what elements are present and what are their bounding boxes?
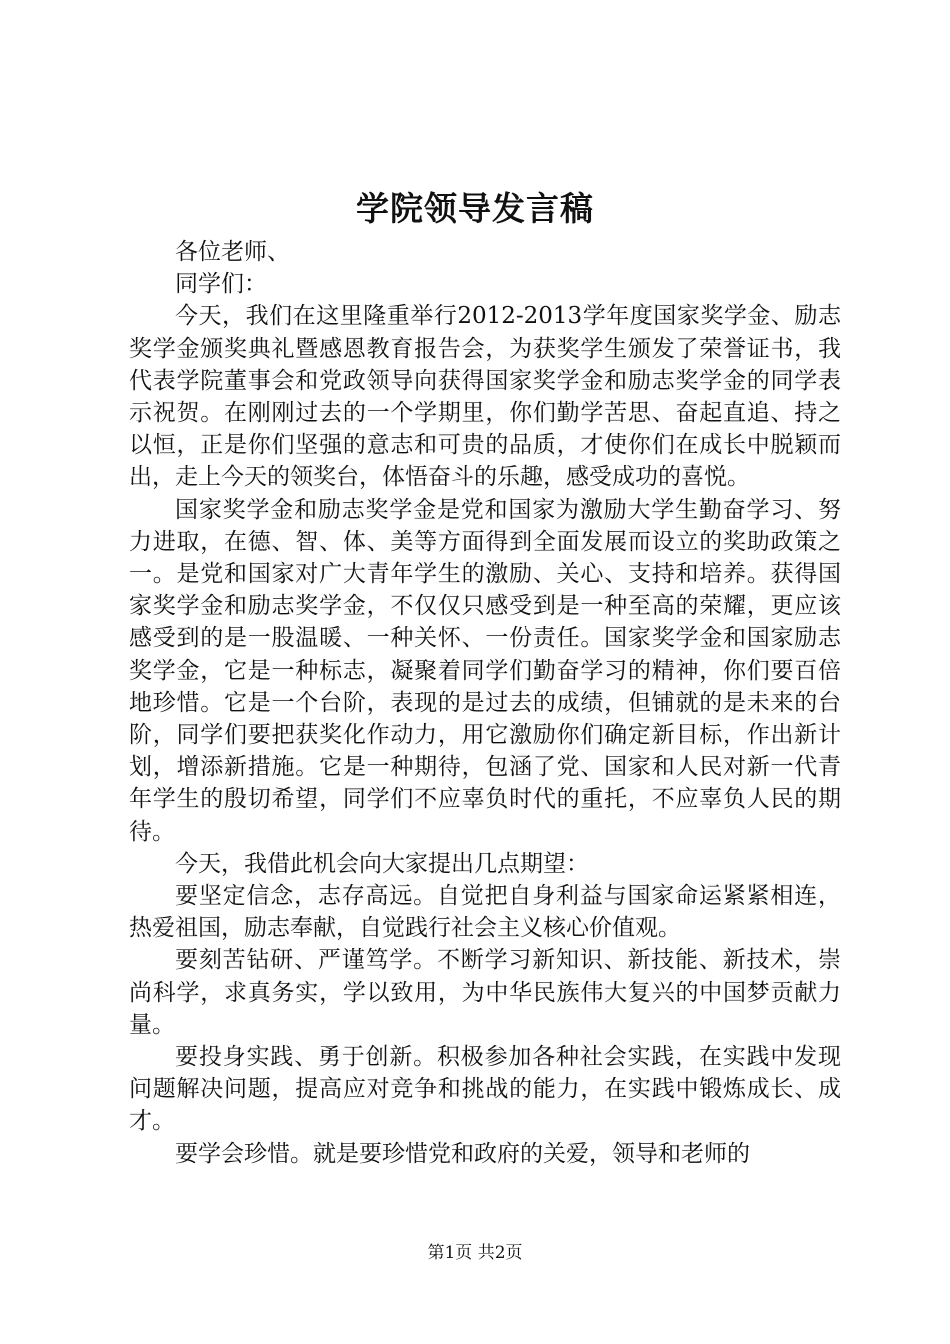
body-paragraph: 今天，我借此机会向大家提出几点期望： — [175, 850, 589, 877]
body-paragraph: 要刻苦钻研、严谨笃学。不断学习新知识、新技能、新技术，崇尚科学，求真务实，学以致用，为中华民族伟大复兴的中国梦贡献力量。 — [129, 947, 841, 1038]
body-paragraph: 要坚定信念，志存高远。自觉把自身利益与国家命运紧紧相连，热爱祖国，励志奉献，自觉践行社会主义核心价值观。 — [129, 883, 841, 942]
salutation-line: 各位老师、 — [175, 239, 290, 265]
document-body — [129, 236, 841, 1170]
body-paragraph: 要投身实践、勇于创新。积极参加各种社会实践，在实践中发现问题解决问题，提高应对竞争和挑战的能力，在实践中锻炼成长、成才。 — [129, 1044, 841, 1135]
body-paragraph: 今天，我们在这里隆重举行2012-2013学年度国家奖学金、励志奖学金颁奖典礼暨感恩教育报告会，为获奖学生颁发了荣誉证书，我代表学院董事会和党政领导向获得国家奖学金和励志奖学金的同学表示祝贺。在刚刚过去的一个学期里，你们勤学苦思、奋起直追、持之以恒，正是你们坚强的意志和可贵的品质，才使你们在成长中脱颖而出，走上今天的领奖台，体悟奋斗的乐趣，感受成功的喜悦。 — [129, 303, 841, 491]
document-title: 学院领导发言稿 — [356, 189, 594, 228]
page-number-footer: 第1页 共2页 — [427, 1243, 523, 1263]
body-paragraph: 要学会珍惜。就是要珍惜党和政府的关爱，领导和老师的 — [175, 1140, 750, 1167]
body-paragraph: 国家奖学金和励志奖学金是党和国家为激励大学生勤奋学习、努力进取，在德、智、体、美等方面得到全面发展而设立的奖助政策之一。是党和国家对广大青年学生的激励、关心、支持和培养。获得国家奖学金和励志奖学金，不仅仅只感受到是一种至高的荣耀，更应该感受到的是一股温暖、一种关怀、一份责任。国家奖学金和国家励志奖学金，它是一种标志，凝聚着同学们勤奋学习的精神，你们要百倍地珍惜。它是一个台阶，表现的是过去的成绩，但铺就的是未来的台阶，同学们要把获奖化作动力，用它激励你们确定新目标，作出新计划，增添新措施。它是一种期待，包涵了党、国家和人民对新一代青年学生的殷切希望，同学们不应辜负时代的重托，不应辜负人民的期待。 — [129, 496, 841, 845]
salutation-line: 同学们： — [175, 271, 267, 298]
